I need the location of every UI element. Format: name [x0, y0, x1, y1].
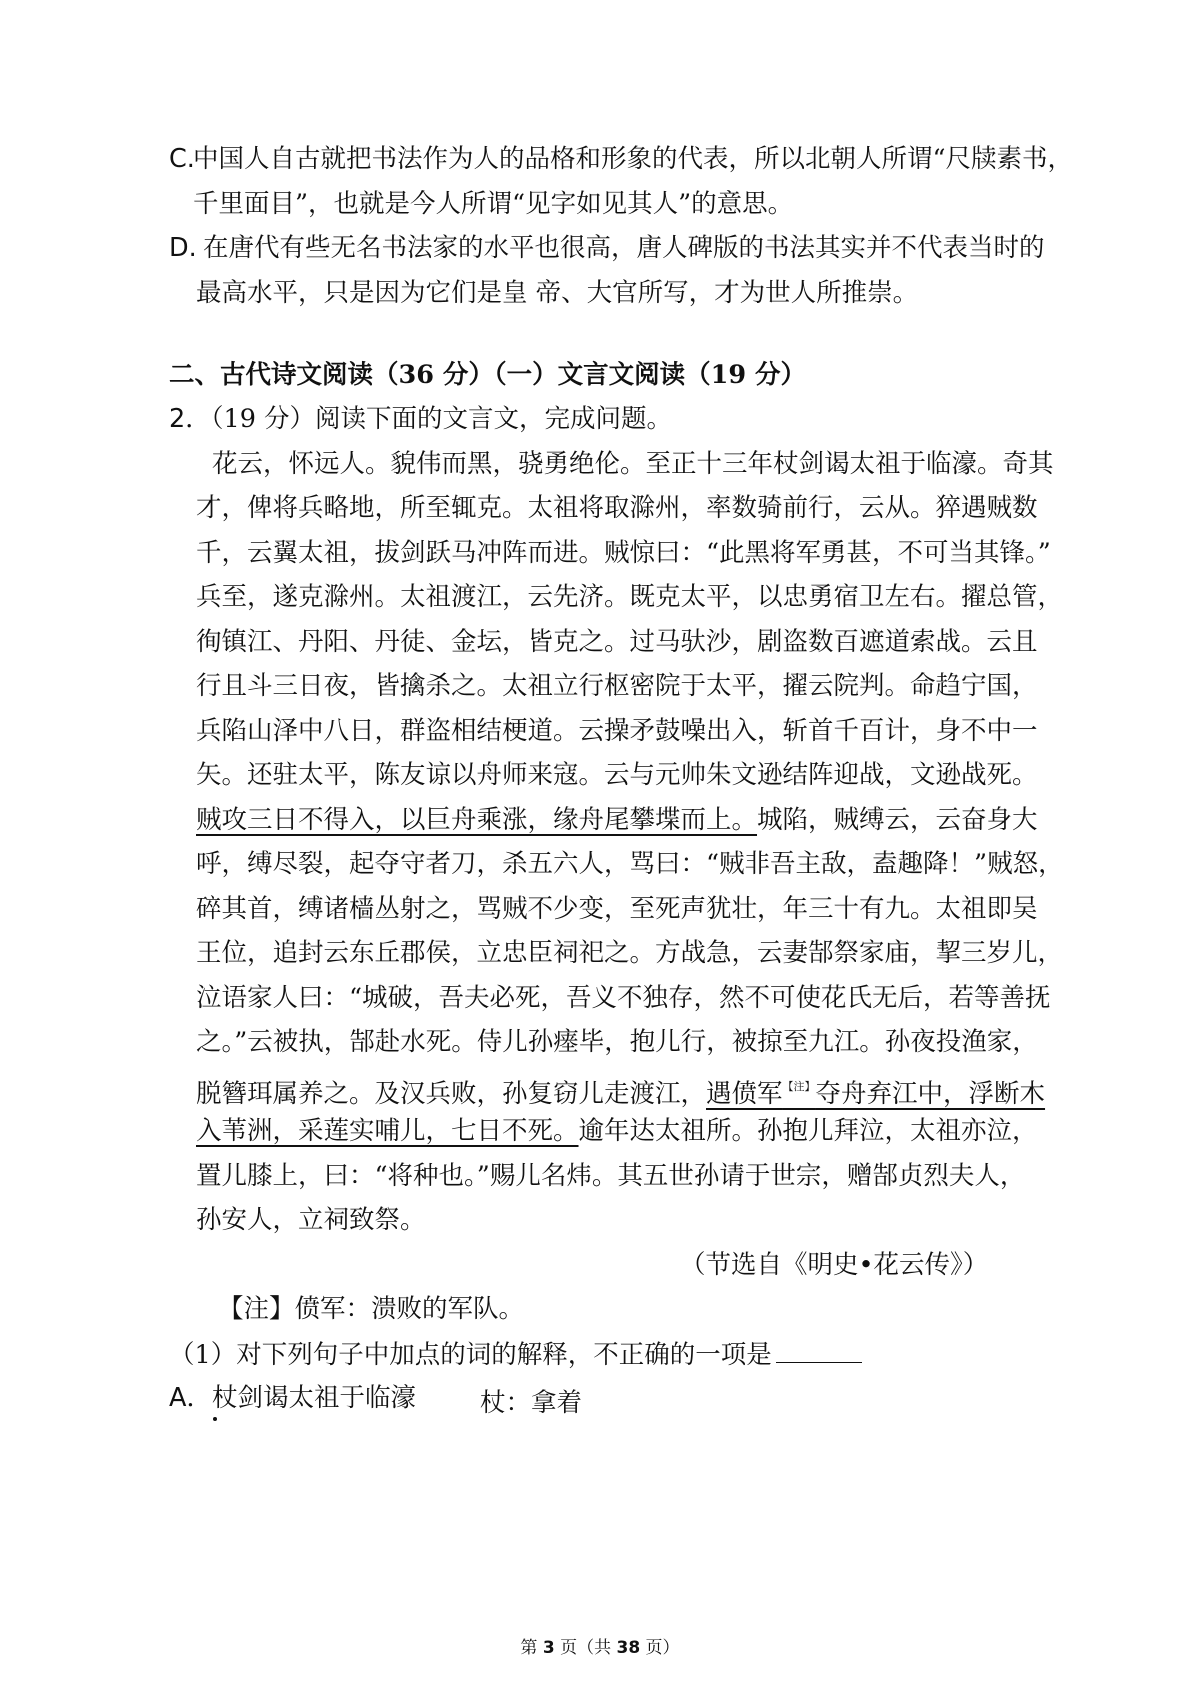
- passage-text: 逾年达太祖所。孙抱儿拜泣，太祖亦泣，: [578, 1116, 1038, 1146]
- question-prompt: （19 分）阅读下面的文言文，完成问题。: [210, 404, 673, 434]
- footer-total-pages: 38: [616, 1638, 641, 1658]
- page-footer: [0, 1637, 1200, 1659]
- passage-line: 置儿膝上，曰：“将种也。”赐儿名炜。其五世孙请于世宗，赠郜贞烈夫人，: [196, 1161, 1026, 1191]
- passage-line: 千，云翼太祖，拔剑跃马冲阵而进。贼惊曰：“此黑将军勇甚，不可当其锋。”: [196, 538, 1051, 568]
- option-c-text-line2: 千里面目”，也就是今人所谓“见字如见其人”的意思。: [193, 189, 794, 219]
- passage-text: 城陷，贼缚云，云奋身大: [757, 805, 1038, 835]
- passage-source: （节选自《明史•花云传》）: [680, 1250, 989, 1280]
- underlined-sentence: 入苇洲，采莲实哺儿，七日不死。: [196, 1116, 579, 1146]
- passage-text: 脱簪珥属养之。及汉兵败，孙复窃儿走渡江，: [196, 1079, 707, 1109]
- answer-blank: [776, 1336, 862, 1363]
- passage-line: 徇镇江、丹阳、丹徒、金坛，皆克之。过马驮沙，剧盗数百遮道索战。云且: [196, 627, 1038, 657]
- option-d-label: D.: [169, 233, 197, 263]
- passage-line: 行且斗三日夜，皆擒杀之。太祖立行枢密院于太平，擢云院判。命趋宁国，: [196, 671, 1038, 701]
- footer-suffix: 页）: [640, 1638, 680, 1658]
- emphasis-dot: [213, 1417, 217, 1421]
- subquestion-text: （1）对下列句子中加点的词的解释，不正确的一项是: [169, 1340, 772, 1370]
- option-c-label: C.: [169, 144, 195, 174]
- option-c-text-line1: 中国人自古就把书法作为人的品格和形象的代表，所以北朝人所谓“尺牍素书，: [193, 144, 1074, 174]
- passage-line: 兵至，遂克滁州。太祖渡江，云先济。既克太平，以忠勇宿卫左右。擢总管，: [196, 582, 1064, 612]
- section-heading: 二、古代诗文阅读（36 分）（一）文言文阅读（19 分）: [169, 360, 806, 390]
- underlined-sentence: [706, 1079, 1045, 1109]
- footer-mid: 页（共: [554, 1638, 617, 1658]
- passage-line: 之。”云被执，郜赴水死。侍儿孙瘗毕，抱儿行，被掠至九江。孙夜投渔家，: [196, 1027, 1038, 1057]
- passage-line: 孙安人，立祠致祭。: [196, 1205, 426, 1235]
- passage-line: 王位，追封云东丘郡侯，立忠臣祠祀之。方战急，云妻郜祭家庙，挈三岁儿，: [196, 938, 1064, 968]
- option-d-text-line1: 在唐代有些无名书法家的水平也很高，唐人碑版的书法其实并不代表当时的: [203, 233, 1045, 263]
- footnote: 【注】偾军：溃败的军队。: [218, 1294, 525, 1324]
- note-marker: 【注】: [782, 1080, 816, 1093]
- passage-line: 矢。还驻太平，陈友谅以舟师来寇。云与元帅朱文逊结阵迎战，文逊战死。: [196, 760, 1038, 790]
- passage-line: 碎其首，缚诸樯丛射之，骂贼不少变，至死声犹壮，年三十有九。太祖即吴: [196, 894, 1038, 924]
- underlined-sentence: 贼攻三日不得入，以巨舟乘涨，缘舟尾攀堞而上。: [196, 805, 758, 835]
- question-number: 2．: [169, 404, 211, 434]
- underlined-text: 夺舟弃江中，浮断木: [815, 1079, 1046, 1109]
- option-a-label: A．: [169, 1383, 212, 1413]
- option-d-text-line2: 最高水平，只是因为它们是皇 帝、大官所写，才为世人所推崇。: [196, 278, 919, 308]
- passage-line: 呼，缚尽裂，起夺守者刀，杀五六人，骂曰：“贼非吾主敌，盍趣降！”贼怒，: [196, 849, 1064, 879]
- option-a-sentence: 杖剑谒太祖于临濠: [211, 1383, 416, 1413]
- passage-line: 泣语家人曰：“城破，吾夫必死，吾义不独存，然不可使花氏无后，若等善抚: [196, 983, 1051, 1013]
- footer-prefix: 第: [520, 1638, 543, 1658]
- passage-line: 兵陷山泽中八日，群盗相结梗道。云操矛鼓噪出入，斩首千百计，身不中一: [196, 716, 1038, 746]
- underlined-text: 遇偾军: [706, 1079, 783, 1109]
- option-a-gloss: 杖：拿着: [480, 1388, 583, 1418]
- footer-page-number: 3: [542, 1638, 555, 1658]
- passage-line: 花云，怀远人。貌伟而黑，骁勇绝伦。至正十三年杖剑谒太祖于临濠。奇其: [212, 449, 1054, 479]
- passage-line: 才，俾将兵略地，所至辄克。太祖将取滁州，率数骑前行，云从。猝遇贼数: [196, 493, 1038, 523]
